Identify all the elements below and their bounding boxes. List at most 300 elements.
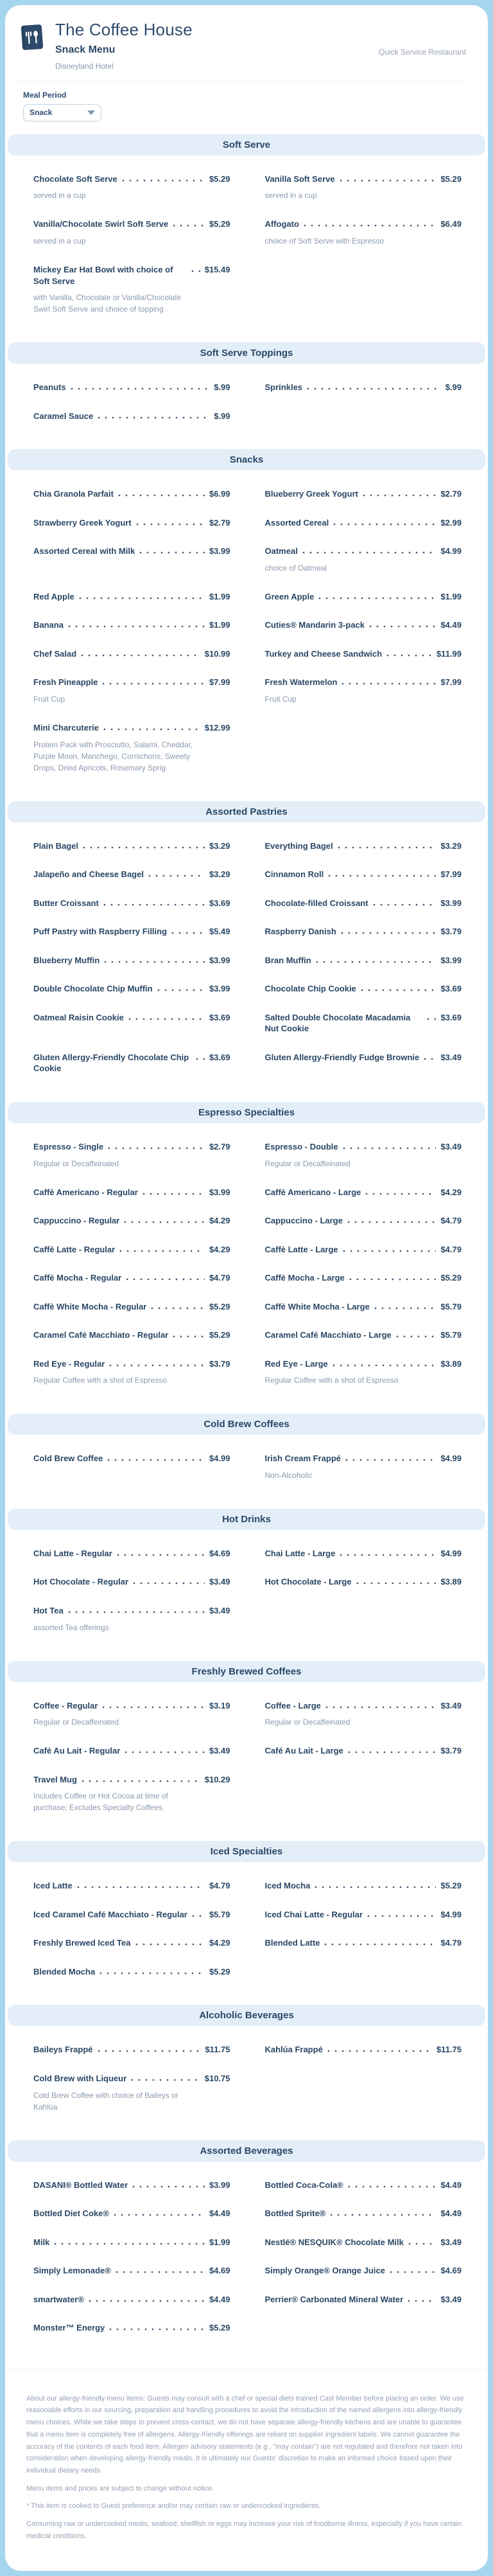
item-price: $3.99 [209,955,230,965]
item-price: $4.99 [440,546,462,556]
item-price: $1.99 [209,592,230,601]
item-name: Espresso - Single [33,1141,103,1153]
menu-item-row [265,1141,462,1153]
item-description: Fruit Cup [33,693,195,705]
dotted-leader [102,1706,205,1709]
menu-book-icon [19,23,45,53]
menu-item [265,648,462,660]
item-name: Salted Double Chocolate Macadamia Nut Cookie [265,1012,423,1035]
item-name: Café Au Lait - Regular [33,1745,120,1757]
item-name: Everything Bagel [265,840,333,852]
menu-item-row [33,1548,230,1559]
menu-item [33,546,230,574]
dotted-leader [131,2079,200,2081]
item-description: Regular Coffee with a shot of Espresso [33,1374,195,1386]
menu-item [33,1745,230,1757]
menu-item-row [33,1301,230,1313]
menu-item-row [33,955,230,966]
item-name: Gluten Allergy-Friendly Chocolate Chip Cookie [33,1052,191,1074]
menu-item [265,1880,462,1892]
dotted-leader [191,270,200,272]
item-price: $4.99 [440,1453,462,1463]
item-name: Bottled Sprite® [265,2208,326,2219]
menu-item [33,1576,230,1588]
menu-item [265,2044,462,2056]
menu-item [33,1141,230,1169]
item-price: $3.99 [440,898,462,908]
meal-period-label: Meal Period [23,91,488,100]
menu-item [265,1745,462,1757]
item-description: Regular or Decaffeinated [33,1716,195,1728]
meal-period-dropdown[interactable] [23,104,101,121]
item-name: Caramel Café Macchiato - Large [265,1329,392,1341]
item-name: Caffè Mocha - Large [265,1272,345,1284]
menu-item-row [265,840,462,852]
menu-item [33,264,230,315]
menu-item-row [265,1548,462,1559]
menu-item-row [265,619,462,631]
item-price: $5.29 [209,1967,230,1976]
item-price: $2.79 [209,1142,230,1151]
menu-item [33,1937,230,1949]
item-price: $5.29 [440,1273,462,1283]
menu-item-row [265,2237,462,2248]
menu-item-row [265,1329,462,1341]
item-name: Baileys Frappé [33,2044,93,2056]
menu-item-row [33,1937,230,1949]
dotted-leader [122,179,205,182]
item-price: $3.49 [440,2295,462,2304]
dotted-leader [307,387,441,390]
item-name: Nestlé® NESQUIK® Chocolate Milk [265,2237,404,2248]
menu-item-row [33,1141,230,1153]
item-price: $4.99 [209,1453,230,1463]
menu-item-row [265,1012,462,1035]
menu-item-row [33,173,230,185]
dotted-leader [348,1751,437,1754]
item-price: $10.75 [205,2074,230,2083]
dotted-leader [109,2328,205,2331]
dotted-leader [108,1147,205,1150]
dotted-leader [82,1780,200,1782]
item-price: $5.79 [440,1330,462,1340]
item-price: $3.99 [209,1187,230,1197]
item-name: Coffee - Regular [33,1700,98,1712]
menu-item-row [33,869,230,880]
item-description: Non-Alcoholic [265,1470,427,1481]
header-divider [19,81,467,82]
menu-section [5,134,488,333]
item-name: Fresh Watermelon [265,677,338,688]
item-name: Caffè Mocha - Regular [33,1272,121,1284]
menu-item [33,1774,230,1814]
menu-item [33,1453,230,1481]
item-price: $3.29 [209,869,230,879]
menu-item-row [33,2073,230,2084]
menu-item-row [33,1358,230,1370]
dotted-leader [342,682,436,685]
item-price: $6.49 [440,219,462,229]
item-price: $11.75 [205,2045,230,2054]
item-price: $15.49 [205,265,230,274]
item-name: DASANI® Bottled Water [33,2180,128,2191]
menu-item [33,2265,230,2277]
item-price: $2.79 [209,518,230,528]
item-name: Blended Latte [265,1937,320,1949]
dotted-leader [116,2271,205,2273]
item-price: $3.49 [440,1701,462,1710]
menu-item-row [33,926,230,937]
menu-item [265,1301,462,1313]
menu-item-row [33,382,230,393]
item-name: Chai Latte - Large [265,1548,336,1559]
item-price: $4.99 [440,1910,462,1919]
menu-item-row [33,1187,230,1198]
dotted-leader [333,523,436,526]
item-name: Cold Brew with Liqueur [33,2073,126,2084]
menu-item [33,869,230,880]
menu-item [265,1187,462,1198]
section-item-grid [5,2162,488,2352]
menu-item [265,218,462,247]
menu-item-row [265,1909,462,1921]
item-price: $4.49 [440,2208,462,2218]
dotted-leader [356,1582,437,1585]
item-name: Chocolate Soft Serve [33,173,117,185]
item-price: $4.29 [209,1216,230,1225]
dotted-leader [118,494,205,497]
dotted-leader [347,1221,437,1223]
dotted-leader [196,1058,205,1060]
item-name: Double Chocolate Chip Muffin [33,983,153,995]
dotted-leader [327,2050,432,2052]
menu-item [265,1453,462,1481]
menu-section [5,342,488,440]
menu-section [5,1414,488,1500]
menu-item [33,218,230,247]
item-price: $4.29 [209,1245,230,1254]
menu-item [265,898,462,909]
item-price: $.99 [214,382,230,392]
item-name: Mini Charcuterie [33,722,99,734]
item-price: $4.79 [440,1245,462,1254]
item-price: $5.79 [209,1910,230,1919]
item-name: Cuties® Mandarin 3-pack [265,619,365,631]
dotted-leader [125,1751,205,1754]
item-price: $6.99 [209,489,230,499]
dotted-leader [396,1335,437,1338]
menu-section [5,1841,488,1996]
menu-section [5,1661,488,1833]
section-header: Alcoholic Beverages [8,2005,485,2026]
dotted-leader [324,1943,436,1946]
item-price: $.99 [445,382,462,392]
item-name: Raspberry Danish [265,926,336,937]
menu-item-row [265,869,462,880]
menu-item-row [33,1576,230,1588]
footer-paragraph: Menu items and prices are subject to change without notice. [26,2483,467,2495]
menu-item-row [33,1244,230,1256]
item-name: Banana [33,619,64,631]
dotted-leader [340,1554,436,1556]
menu-card [5,5,488,2571]
item-description: Regular Coffee with a shot of Espresso [265,1374,427,1386]
dotted-leader [302,551,437,554]
item-name: Blueberry Greek Yogurt [265,488,358,500]
menu-section [5,1509,488,1652]
item-price: $3.79 [440,1746,462,1755]
item-price: $4.29 [209,1938,230,1948]
dotted-leader [104,961,205,963]
item-name: Caffè White Mocha - Regular [33,1301,146,1313]
menu-item [265,488,462,500]
menu-item-row [33,264,230,287]
menu-item-row [265,517,462,529]
item-price: $3.69 [440,1013,462,1022]
dotted-leader [171,932,205,934]
menu-item [265,1329,462,1341]
menu-item [33,619,230,631]
section-item-grid [5,470,488,792]
menu-item-row [265,1358,462,1370]
menu-item [265,955,462,966]
menu-item [265,1937,462,1949]
item-name: Oatmeal Raisin Cookie [33,1012,124,1024]
item-price: $5.29 [209,174,230,184]
menu-section [5,449,488,792]
menu-item-row [33,1052,230,1074]
dotted-leader [54,2243,205,2245]
item-description: Includes Coffee or Hot Cocoa at time of purchase; Excludes Specialty Coffees [33,1790,195,1813]
item-name: Chocolate-filled Croissant [265,898,368,909]
dotted-leader [408,2243,437,2245]
chevron-down-icon [87,111,95,115]
menu-item-row [265,218,462,230]
dotted-leader [345,1459,436,1461]
item-name: Bran Muffin [265,955,311,966]
menu-item-row [33,2044,230,2056]
menu-item [33,2180,230,2191]
item-price: $3.49 [209,1606,230,1615]
menu-item [265,591,462,603]
item-name: Fresh Pineapple [33,677,98,688]
menu-item [265,382,462,393]
item-name: Peanuts [33,382,66,393]
item-price: $3.99 [209,2180,230,2190]
menu-item [33,1215,230,1227]
item-name: Chia Granola Parfait [33,488,114,500]
dotted-leader [81,654,200,657]
item-name: Iced Mocha [265,1880,311,1892]
dotted-leader [365,1193,436,1195]
item-price: $11.99 [437,649,462,659]
menu-item-row [265,488,462,500]
menu-item-row [33,591,230,603]
dotted-leader [98,416,209,419]
item-price: $.99 [214,411,230,421]
item-name: Caffè Latte - Large [265,1244,338,1256]
dotted-leader [128,1018,205,1020]
menu-item [33,1052,230,1074]
item-price: $3.49 [440,1142,462,1151]
item-name: Hot Tea [33,1605,64,1617]
item-price: $10.29 [205,1775,230,1784]
item-name: Coffee - Large [265,1700,321,1712]
menu-item [265,1141,462,1169]
dotted-leader [109,1364,205,1367]
item-name: Puff Pastry with Raspberry Filling [33,926,167,937]
menu-item [33,1187,230,1198]
item-name: Iced Chai Latte - Regular [265,1909,363,1921]
item-price: $3.79 [209,1359,230,1369]
dotted-leader [173,224,205,227]
dotted-leader [143,1193,205,1195]
menu-item-row [33,1453,230,1464]
item-name: Red Eye - Large [265,1358,328,1370]
dotted-leader [367,1915,437,1917]
menu-item [33,382,230,393]
menu-item [33,2044,230,2056]
dotted-leader [79,597,205,600]
menu-item-row [265,1272,462,1284]
menu-item-row [265,1880,462,1892]
item-price: $3.29 [209,841,230,851]
item-name: Perrier® Carbonated Mineral Water [265,2294,404,2305]
menu-item-row [265,546,462,557]
item-description: Cold Brew Coffee with choice of Baileys or Kahlúa [33,2090,195,2113]
menu-item [265,173,462,202]
dotted-leader [408,2300,436,2302]
menu-item [265,677,462,705]
menu-item [33,2322,230,2334]
menu-item-row [33,1272,230,1284]
item-name: Butter Croissant [33,898,99,909]
item-name: Monster™ Energy [33,2322,105,2334]
menu-item-row [33,619,230,631]
menu-item-row [33,2322,230,2334]
location-label: Disneyland Hotel [55,62,193,71]
section-item-grid [5,155,488,333]
item-description: choice of Soft Serve with Espresso [265,235,427,247]
item-price: $4.49 [440,620,462,630]
menu-item [265,1012,462,1035]
menu-item-row [33,517,230,529]
item-name: Assorted Cereal with Milk [33,546,135,557]
item-price: $12.99 [205,723,230,733]
menu-item [265,619,462,631]
menu-item [265,1272,462,1284]
item-name: Red Eye - Regular [33,1358,105,1370]
dotted-leader [157,989,205,991]
item-price: $5.29 [209,2323,230,2332]
item-name: Irish Cream Frappé [265,1453,342,1464]
item-description: choice of Oatmeal [265,562,427,574]
item-description: Regular or Decaffeinated [33,1158,195,1169]
item-price: $3.49 [440,2237,462,2247]
item-price: $1.99 [209,620,230,630]
dotted-leader [135,1943,205,1946]
menu-item-row [265,1301,462,1313]
menu-item [33,1605,230,1633]
item-price: $3.49 [209,1577,230,1586]
dotted-leader [192,1915,205,1917]
dotted-leader [315,1886,436,1888]
menu-item [265,1358,462,1387]
menu-item [33,648,230,660]
dotted-leader [328,875,436,877]
item-price: $3.99 [440,955,462,965]
dotted-leader [139,551,205,554]
item-name: Simply Lemonade® [33,2265,111,2277]
menu-item-row [33,2265,230,2277]
dotted-leader [348,2185,437,2188]
item-name: Vanilla/Chocolate Swirl Soft Serve [33,218,168,230]
section-header: Assorted Pastries [8,801,485,822]
item-price: $3.99 [209,984,230,993]
menu-subtitle: Snack Menu [55,44,193,56]
item-price: $3.69 [209,1053,230,1062]
item-price: $10.99 [205,649,230,659]
dotted-leader [107,1459,205,1461]
menu-sections [5,134,488,2352]
item-name: Sprinkles [265,382,303,393]
item-name: Espresso - Double [265,1141,338,1153]
menu-item-row [33,1329,230,1341]
section-header: Assorted Beverages [8,2140,485,2162]
item-name: Chocolate Chip Cookie [265,983,356,995]
footer-paragraph: Consuming raw or undercooked meats, seafood, shellfish or eggs may increase your risk of foodborne illness, especially if you have certain medical conditions. [26,2518,467,2542]
item-description: assorted Tea offerings [33,1622,195,1633]
dotted-leader [89,2300,205,2302]
item-name: Cappuccino - Large [265,1215,343,1227]
dotted-leader [349,1278,437,1281]
menu-item [265,840,462,852]
dotted-leader [132,2185,205,2188]
item-price: $4.69 [440,2266,462,2275]
item-name: Travel Mug [33,1774,77,1786]
menu-item-row [33,1774,230,1786]
item-name: Oatmeal [265,546,298,557]
menu-item-row [265,1244,462,1256]
item-price: $3.29 [440,841,462,851]
item-price: $4.79 [440,1938,462,1948]
item-name: Café Au Lait - Large [265,1745,343,1757]
item-price: $4.49 [440,2180,462,2190]
item-price: $3.69 [440,984,462,993]
menu-item [33,722,230,774]
dotted-leader [330,2214,436,2216]
dotted-leader [117,1554,205,1556]
menu-item [33,1700,230,1728]
menu-item [265,546,462,574]
menu-item-row [33,218,230,230]
item-price: $4.29 [440,1187,462,1197]
dotted-leader [343,1147,437,1150]
item-price: $2.79 [440,489,462,499]
footer-paragraph: * This item is cooked to Guest preference and/or may contain raw or undercooked ingredients. [26,2500,467,2512]
item-price: $5.29 [209,1302,230,1311]
dotted-leader [343,1250,437,1252]
menu-item [33,591,230,603]
menu-item [265,1244,462,1256]
menu-item-row [33,411,230,422]
section-header: Soft Serve Toppings [8,342,485,364]
menu-item [265,869,462,880]
item-name: Affogato [265,218,299,230]
section-item-grid [5,364,488,440]
menu-item [265,983,462,995]
dotted-leader [114,2214,205,2216]
